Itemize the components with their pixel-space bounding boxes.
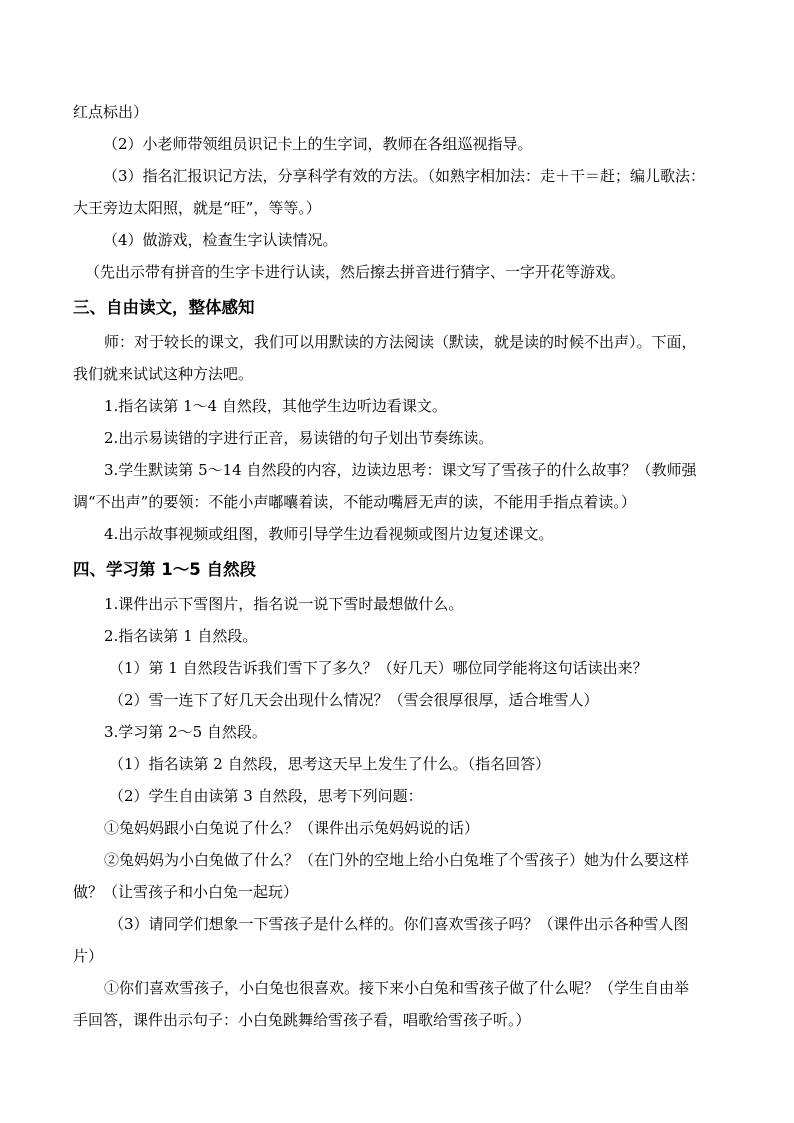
document-body (73, 96, 723, 1036)
paragraph-line: 1.指名读第 1～4 自然段，其他学生边听边看课文。 (104, 397, 447, 415)
paragraph-line: （3）指名汇报识记方法，分享科学有效的方法。（如熟字相加法：走＋干＝赶；编儿歌法： (103, 167, 706, 185)
paragraph-line: （4）做游戏，检查生字认读情况。 (103, 231, 338, 249)
paragraph-line: 大王旁边太阳照，就是“旺”，等等。） (73, 199, 321, 217)
paragraph-line: 3.学习第 2～5 自然段。 (104, 723, 267, 741)
paragraph-line: 红点标出） (73, 103, 149, 121)
paragraph-line: （2）小老师带领组员识记卡上的生字词，教师在各组巡视指导。 (103, 135, 533, 153)
paragraph-line: 调“不出声”的要领：不能小声嘟囔着读，不能动嘴唇无声的读，不能用手指点着读。） (73, 493, 636, 511)
paragraph-line: ①兔妈妈跟小白兔说了什么？（课件出示兔妈妈说的话） (104, 819, 480, 837)
paragraph-line: ②兔妈妈为小白兔做了什么？（在门外的空地上给小白兔堆了个雪孩子）她为什么要这样 (104, 851, 690, 869)
paragraph-line: （3）请同学们想象一下雪孩子是什么样的。你们喜欢雪孩子吗？（课件出示各种雪人图 (109, 915, 689, 933)
paragraph-line: （2）雪一连下了好几天会出现什么情况？（雪会很厚很厚，适合堆雪人） (109, 691, 599, 709)
section-heading-3: 三、自由读文，整体感知 (73, 298, 255, 317)
paragraph-line: 片） (73, 947, 104, 965)
paragraph-line: 3.学生默读第 5～14 自然段的内容，边读边思考：课文写了雪孩子的什么故事？（教师强 (104, 461, 697, 479)
paragraph-line: 2.出示易读错的字进行正音，易读错的句子划出节奏练读。 (104, 429, 494, 447)
paragraph-line: 1.课件出示下雪图片，指名说一说下雪时最想做什么。 (104, 595, 464, 613)
paragraph-line: 手回答，课件出示句子：小白兔跳舞给雪孩子看，唱歌给雪孩子听。） (73, 1011, 531, 1029)
paragraph-line: 我们就来试试这种方法吧。 (73, 365, 254, 383)
paragraph-line: 做？（让雪孩子和小白兔一起玩） (73, 883, 299, 901)
paragraph-line: （2）学生自由读第 3 自然段，思考下列问题： (109, 787, 423, 805)
paragraph-line: （1）第 1 自然段告诉我们雪下了多久？（好几天）哪位同学能将这句话读出来？ (109, 659, 648, 677)
paragraph-line: 4.出示故事视频或组图，教师引导学生边看视频或图片边复述课文。 (104, 525, 554, 543)
paragraph-line: （先出示带有拼音的生字卡进行认读，然后擦去拼音进行猜字、一字开花等游戏。 (85, 263, 626, 281)
paragraph-line: 师：对于较长的课文，我们可以用默读的方法阅读（默读，就是读的时候不出声）。下面， (104, 333, 697, 351)
paragraph-line: （1）指名读第 2 自然段，思考这天早上发生了什么。（指名回答） (109, 755, 551, 773)
paragraph-line: 2.指名读第 1 自然段。 (104, 627, 258, 645)
section-heading-4: 四、学习第 1～5 自然段 (73, 560, 256, 579)
paragraph-line: ①你们喜欢雪孩子，小白兔也很喜欢。接下来小白兔和雪孩子做了什么呢？（学生自由举 (104, 979, 690, 997)
